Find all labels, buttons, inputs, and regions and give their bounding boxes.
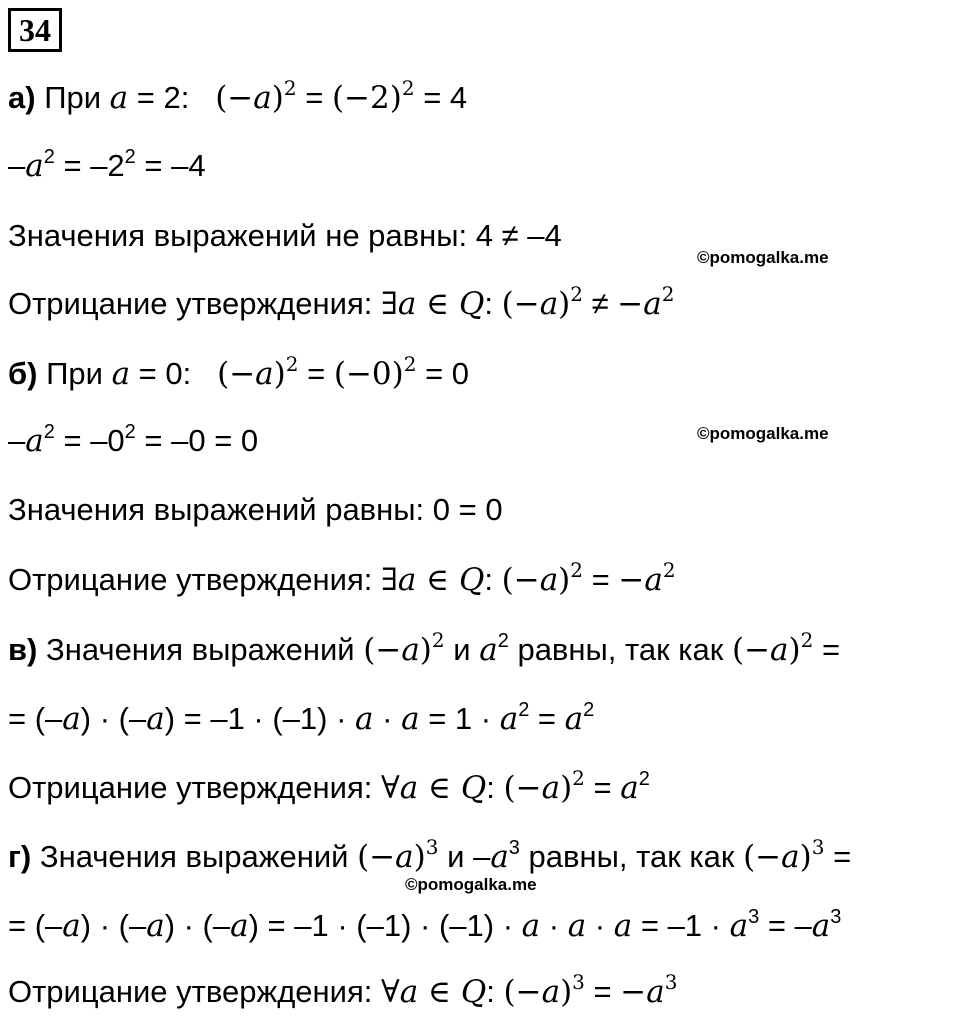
line-b-3: Значения выражений равны: 0 = 0 xyxy=(8,492,503,527)
line-g-2: = $(-a) \cdot (-a) \cdot (-a) = -1 \cdot (-1) \cdot (-1) \cdot a \cdot a \cdot a = -1 \cdot a^3 = -a^3$ xyxy=(8,906,842,944)
watermark: ©pomogalka.me xyxy=(697,248,829,267)
line-b-2: $-a^2 = -0^2 = -0 = 0$ xyxy=(8,421,259,459)
line-a-2: $-a^2 = -2^2 = -4$ xyxy=(8,146,206,184)
line-g-1: г) Значения выражений $(-a)^3$ и $-a^3$ равны, так как $(-a)^3$ = xyxy=(8,835,852,875)
line-g-3: Отрицание утверждения: ∀a ∈ Q: $(-a)^3 = -a^3$ xyxy=(8,970,678,1010)
line-v-2: = $(-a) \cdot (-a) = -1 \cdot (-1) \cdot a \cdot a = 1 \cdot a^2 = a^2$ xyxy=(8,699,595,737)
line-v-3: Отрицание утверждения: ∀a ∈ Q: $(-a)^2 = a^2$ xyxy=(8,766,650,806)
line-a-1: а) При a = 2: $(-a)^2 = (-2)^2 = 4$ xyxy=(8,76,468,116)
watermark: ©pomogalka.me xyxy=(697,424,829,443)
line-v-1: в) Значения выражений $(-a)^2$ и $a^2$ равны, так как $(-a)^2$ = xyxy=(8,628,841,668)
line-b-1: б) При a = 0: $(-a)^2 = (-0)^2 = 0$ xyxy=(8,352,470,392)
task-number-badge: 34 xyxy=(8,8,62,52)
line-b-4: Отрицание утверждения: ∃a ∈ Q: $(-a)^2 = -a^2$ xyxy=(8,558,676,598)
watermark: ©pomogalka.me xyxy=(405,875,537,894)
line-a-4: Отрицание утверждения: ∃a ∈ Q: $(-a)^2 \ne -a^2$ xyxy=(8,282,675,322)
line-a-3: Значения выражений не равны: 4 ≠ –4 xyxy=(8,218,562,253)
